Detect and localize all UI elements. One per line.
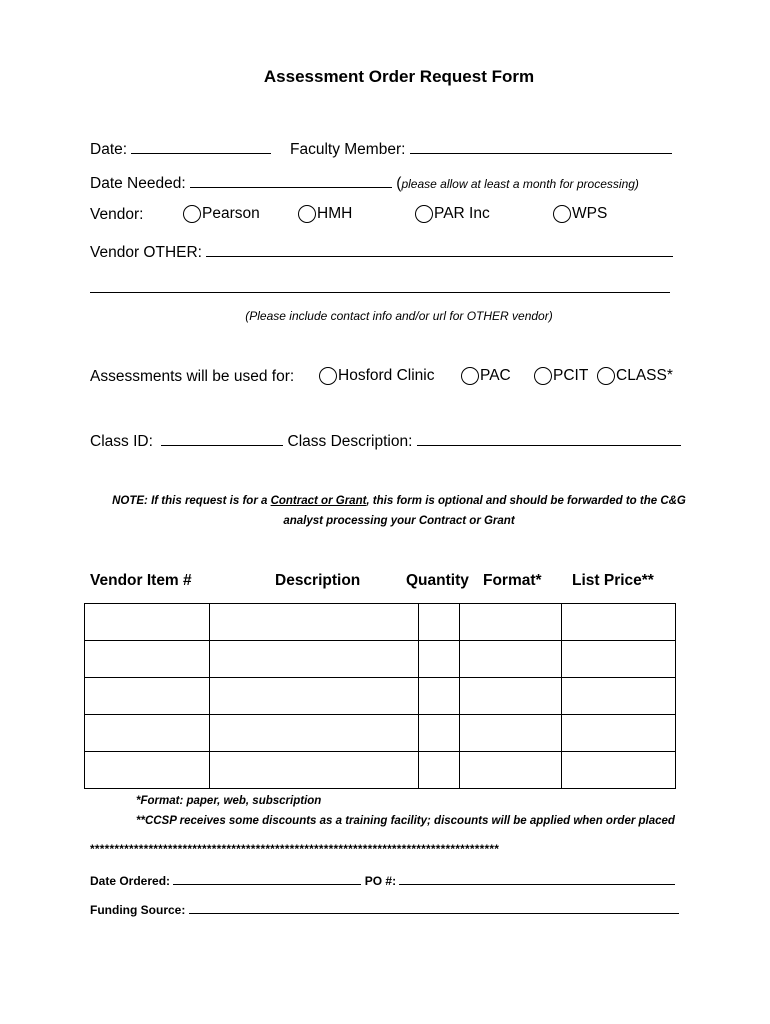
table-cell[interactable] (210, 678, 419, 715)
vendor-wps-label: WPS (572, 205, 608, 223)
vendor-option-wps[interactable] (553, 205, 607, 223)
header-list-price: List Price** (572, 572, 654, 589)
table-cell[interactable] (562, 678, 676, 715)
table-cell[interactable] (460, 604, 562, 641)
radio-class[interactable] (597, 367, 615, 385)
class-row (90, 431, 681, 451)
vendor-par-label: PAR Inc (434, 205, 490, 223)
note-prefix: NOTE: If this request is for a (112, 495, 271, 507)
radio-pearson[interactable] (183, 205, 201, 223)
class-id-field[interactable] (161, 431, 283, 446)
used-for-class-label: CLASS* (616, 367, 673, 385)
used-for-option-pac[interactable] (461, 367, 511, 385)
vendor-other-label: Vendor OTHER: (90, 244, 202, 261)
po-label: PO #: (364, 874, 397, 888)
date-ordered-label: Date Ordered: (90, 874, 171, 888)
radio-hosford[interactable] (319, 367, 337, 385)
table-cell[interactable] (85, 715, 210, 752)
table-cell[interactable] (460, 641, 562, 678)
date-label: Date: (90, 141, 128, 158)
table-cell[interactable] (419, 752, 460, 789)
date-ordered-row (90, 873, 675, 888)
footnote-format: *Format: paper, web, subscription (136, 795, 322, 807)
table-cell[interactable] (210, 641, 419, 678)
date-needed-label: Date Needed: (90, 175, 186, 192)
table-row (85, 678, 676, 715)
form-title: Assessment Order Request Form (263, 67, 535, 86)
table-cell[interactable] (419, 641, 460, 678)
table-cell[interactable] (562, 641, 676, 678)
table-cell[interactable] (85, 678, 210, 715)
footnote-ccsp: **CCSP receives some discounts as a training facility; discounts will be applied when order placed (136, 815, 675, 827)
table-cell[interactable] (419, 604, 460, 641)
class-desc-field[interactable] (417, 431, 681, 446)
table-cell[interactable] (460, 678, 562, 715)
date-needed-paren: ( (396, 175, 402, 192)
table-row (85, 752, 676, 789)
table-cell[interactable] (85, 641, 210, 678)
radio-wps[interactable] (553, 205, 571, 223)
table-row (85, 641, 676, 678)
note-suffix: , this form is optional and should be forwarded to the C&G (366, 495, 686, 507)
vendor-pearson-label: Pearson (202, 205, 260, 223)
cg-note (79, 491, 719, 531)
faculty-field[interactable] (410, 139, 672, 154)
vendor-other-field[interactable] (206, 242, 673, 257)
table-cell[interactable] (419, 678, 460, 715)
table-cell[interactable] (210, 715, 419, 752)
table-cell[interactable] (562, 604, 676, 641)
class-id-label: Class ID: (90, 433, 153, 450)
radio-hmh[interactable] (298, 205, 316, 223)
radio-pac[interactable] (461, 367, 479, 385)
note-contract-grant: Contract or Grant (270, 495, 367, 507)
used-for-pac-label: PAC (480, 367, 511, 385)
table-cell[interactable] (562, 752, 676, 789)
date-needed-field[interactable] (190, 173, 392, 188)
date-needed-note: please allow at least a month for processing) (401, 177, 639, 191)
used-for-pcit-label: PCIT (553, 367, 589, 385)
table-row (85, 604, 676, 641)
used-for-hosford-label: Hosford Clinic (338, 367, 435, 385)
header-format: Format* (483, 572, 542, 589)
date-ordered-field[interactable] (173, 873, 361, 885)
date-field[interactable] (131, 139, 271, 154)
table-cell[interactable] (460, 715, 562, 752)
vendor-hmh-label: HMH (317, 205, 353, 223)
table-cell[interactable] (419, 715, 460, 752)
vendor-other-field-line2[interactable] (90, 282, 670, 293)
table-cell[interactable] (85, 752, 210, 789)
class-desc-label: Class Description: (287, 433, 413, 450)
vendor-option-par[interactable] (415, 205, 490, 223)
radio-par[interactable] (415, 205, 433, 223)
table-row (85, 715, 676, 752)
vendor-label: Vendor: (90, 206, 144, 223)
vendor-option-hmh[interactable] (298, 205, 352, 223)
funding-label: Funding Source: (90, 903, 186, 917)
header-quantity: Quantity (406, 572, 469, 589)
used-for-option-hosford[interactable] (319, 367, 434, 385)
vendor-other-row (90, 242, 673, 262)
items-table (84, 603, 676, 789)
used-for-option-pcit[interactable] (534, 367, 588, 385)
date-needed-row (90, 173, 639, 193)
note-line2: analyst processing your Contract or Grant (283, 515, 515, 527)
funding-field[interactable] (189, 902, 679, 914)
header-vendor-item: Vendor Item # (90, 572, 192, 589)
separator: ************************************************************************************ (90, 842, 500, 856)
table-cell[interactable] (210, 752, 419, 789)
header-description: Description (275, 572, 361, 589)
table-cell[interactable] (85, 604, 210, 641)
used-for-label: Assessments will be used for: (90, 368, 295, 385)
faculty-label: Faculty Member: (290, 141, 406, 158)
po-field[interactable] (399, 873, 675, 885)
radio-pcit[interactable] (534, 367, 552, 385)
table-cell[interactable] (562, 715, 676, 752)
table-cell[interactable] (460, 752, 562, 789)
funding-row (90, 902, 679, 917)
table-cell[interactable] (210, 604, 419, 641)
vendor-option-pearson[interactable] (183, 205, 260, 223)
used-for-option-class[interactable] (597, 367, 673, 385)
date-row (90, 139, 672, 159)
vendor-other-note: (Please include contact info and/or url for OTHER vendor) (245, 309, 553, 323)
